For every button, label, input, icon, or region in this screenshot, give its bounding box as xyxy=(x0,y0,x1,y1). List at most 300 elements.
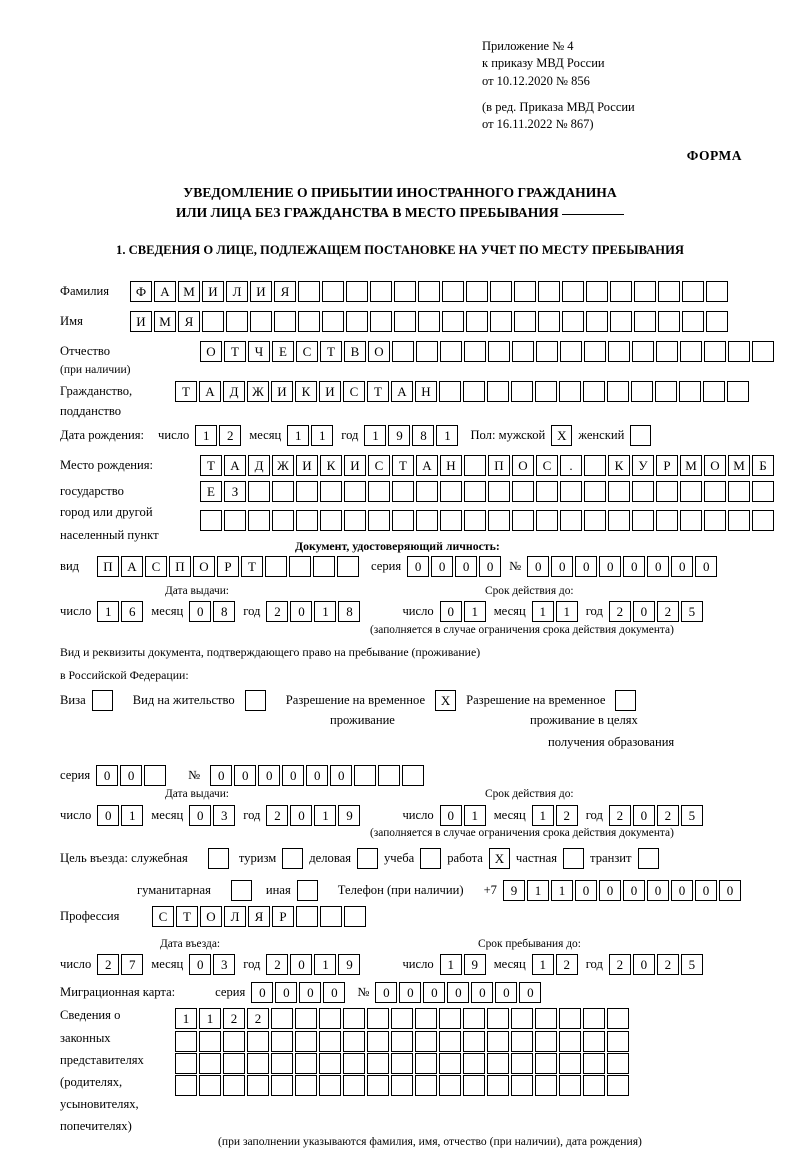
cell[interactable] xyxy=(367,1031,389,1052)
cell[interactable] xyxy=(295,1008,317,1029)
cell[interactable]: О xyxy=(368,341,390,362)
birth-year-boxes[interactable] xyxy=(364,425,460,446)
permit-series-boxes[interactable] xyxy=(96,765,168,786)
cell[interactable] xyxy=(610,281,632,302)
checkbox-purpose-business[interactable] xyxy=(357,848,378,869)
cell[interactable] xyxy=(367,1008,389,1029)
cell[interactable] xyxy=(416,481,438,502)
cell[interactable]: 1 xyxy=(364,425,386,446)
cell[interactable]: 0 xyxy=(407,556,429,577)
cell[interactable] xyxy=(680,341,702,362)
cell[interactable] xyxy=(680,510,702,531)
cell[interactable] xyxy=(488,341,510,362)
cell[interactable]: 0 xyxy=(623,880,645,901)
cell[interactable]: 0 xyxy=(575,880,597,901)
cell[interactable]: 2 xyxy=(609,805,631,826)
checkbox-purpose-humanitarian[interactable] xyxy=(231,880,252,901)
cell[interactable] xyxy=(367,1075,389,1096)
cell[interactable]: 1 xyxy=(314,954,336,975)
cell[interactable] xyxy=(583,1031,605,1052)
cell[interactable]: 0 xyxy=(633,954,655,975)
cell[interactable] xyxy=(535,1031,557,1052)
cell[interactable]: 8 xyxy=(213,601,235,622)
cell[interactable] xyxy=(466,281,488,302)
cell[interactable]: 2 xyxy=(657,601,679,622)
cell[interactable]: 0 xyxy=(671,880,693,901)
cell[interactable] xyxy=(248,510,270,531)
cell[interactable] xyxy=(682,311,704,332)
cell[interactable]: Ч xyxy=(248,341,270,362)
birth-month-boxes[interactable] xyxy=(287,425,335,446)
cell[interactable]: 1 xyxy=(527,880,549,901)
cell[interactable]: Т xyxy=(176,906,198,927)
entry-day-boxes[interactable] xyxy=(97,954,145,975)
cell[interactable] xyxy=(512,481,534,502)
cell[interactable]: И xyxy=(130,311,152,332)
checkbox-purpose-tourism[interactable] xyxy=(282,848,303,869)
cell[interactable]: И xyxy=(296,455,318,476)
cell[interactable]: Т xyxy=(175,381,197,402)
cell[interactable] xyxy=(175,1031,197,1052)
cell[interactable]: Е xyxy=(200,481,222,502)
cell[interactable]: 0 xyxy=(647,880,669,901)
cell[interactable] xyxy=(656,510,678,531)
cell[interactable] xyxy=(559,1053,581,1074)
cell[interactable] xyxy=(583,1053,605,1074)
cell[interactable]: 0 xyxy=(290,805,312,826)
cell[interactable] xyxy=(440,510,462,531)
cell[interactable]: 2 xyxy=(556,805,578,826)
cell[interactable] xyxy=(607,1031,629,1052)
cell[interactable] xyxy=(511,1075,533,1096)
cell[interactable]: 2 xyxy=(609,601,631,622)
cell[interactable] xyxy=(463,1008,485,1029)
cell[interactable] xyxy=(634,281,656,302)
cell[interactable]: 2 xyxy=(266,954,288,975)
cell[interactable] xyxy=(248,481,270,502)
cell[interactable]: 9 xyxy=(464,954,486,975)
cell[interactable] xyxy=(632,510,654,531)
permit-issue-day-boxes[interactable] xyxy=(97,805,145,826)
doc-issue-month-boxes[interactable] xyxy=(189,601,237,622)
cell[interactable] xyxy=(295,1031,317,1052)
cell[interactable]: М xyxy=(680,455,702,476)
cell[interactable] xyxy=(295,1053,317,1074)
cell[interactable]: 2 xyxy=(556,954,578,975)
cell[interactable]: 0 xyxy=(671,556,693,577)
birth-place-line3-boxes[interactable] xyxy=(200,510,776,531)
cell[interactable] xyxy=(223,1075,245,1096)
cell[interactable]: М xyxy=(154,311,176,332)
cell[interactable]: С xyxy=(296,341,318,362)
checkbox-purpose-other[interactable] xyxy=(297,880,318,901)
cell[interactable] xyxy=(727,381,749,402)
cell[interactable]: Я xyxy=(274,281,296,302)
cell[interactable] xyxy=(631,381,653,402)
cell[interactable] xyxy=(320,481,342,502)
cell[interactable] xyxy=(682,281,704,302)
cell[interactable]: О xyxy=(193,556,215,577)
cell[interactable] xyxy=(319,1031,341,1052)
permit-valid-day-boxes[interactable] xyxy=(440,805,488,826)
cell[interactable]: 2 xyxy=(223,1008,245,1029)
cell[interactable]: 9 xyxy=(503,880,525,901)
cell[interactable] xyxy=(418,281,440,302)
cell[interactable] xyxy=(703,381,725,402)
cell[interactable] xyxy=(391,1053,413,1074)
cell[interactable]: 1 xyxy=(314,805,336,826)
cell[interactable] xyxy=(439,1053,461,1074)
cell[interactable]: 0 xyxy=(120,765,142,786)
cell[interactable]: 0 xyxy=(282,765,304,786)
cell[interactable]: 0 xyxy=(575,556,597,577)
cell[interactable] xyxy=(680,481,702,502)
cell[interactable]: 0 xyxy=(189,805,211,826)
cell[interactable] xyxy=(728,481,750,502)
cell[interactable]: Л xyxy=(226,281,248,302)
cell[interactable] xyxy=(514,311,536,332)
cell[interactable]: А xyxy=(224,455,246,476)
cell[interactable] xyxy=(560,341,582,362)
cell[interactable]: А xyxy=(199,381,221,402)
cell[interactable] xyxy=(512,510,534,531)
cell[interactable] xyxy=(610,311,632,332)
birth-place-line1-boxes[interactable] xyxy=(200,455,776,476)
cell[interactable] xyxy=(247,1031,269,1052)
checkbox-edu-residence[interactable] xyxy=(615,690,636,711)
cell[interactable] xyxy=(583,381,605,402)
cell[interactable] xyxy=(559,1031,581,1052)
cell[interactable]: Т xyxy=(392,455,414,476)
cell[interactable] xyxy=(536,341,558,362)
cell[interactable] xyxy=(394,311,416,332)
cell[interactable] xyxy=(466,311,488,332)
cell[interactable] xyxy=(632,341,654,362)
cell[interactable] xyxy=(487,381,509,402)
cell[interactable]: 1 xyxy=(199,1008,221,1029)
cell[interactable]: 5 xyxy=(681,601,703,622)
cell[interactable] xyxy=(343,1031,365,1052)
cell[interactable] xyxy=(416,510,438,531)
cell[interactable] xyxy=(439,1031,461,1052)
cell[interactable]: Т xyxy=(200,455,222,476)
cell[interactable] xyxy=(272,510,294,531)
cell[interactable]: 1 xyxy=(175,1008,197,1029)
cell[interactable] xyxy=(199,1075,221,1096)
legal-line1-boxes[interactable] xyxy=(175,1008,631,1029)
cell[interactable] xyxy=(265,556,287,577)
cell[interactable] xyxy=(392,481,414,502)
checkbox-residence-permit[interactable] xyxy=(245,690,266,711)
cell[interactable] xyxy=(538,281,560,302)
cell[interactable]: Ж xyxy=(272,455,294,476)
cell[interactable] xyxy=(607,1008,629,1029)
checkbox-purpose-private[interactable] xyxy=(563,848,584,869)
mig-number-boxes[interactable] xyxy=(375,982,543,1003)
cell[interactable]: 2 xyxy=(657,954,679,975)
checkbox-purpose-work[interactable]: X xyxy=(489,848,510,869)
checkbox-sex-female[interactable] xyxy=(630,425,651,446)
cell[interactable]: 0 xyxy=(440,601,462,622)
cell[interactable]: 8 xyxy=(338,601,360,622)
cell[interactable] xyxy=(584,341,606,362)
cell[interactable] xyxy=(488,510,510,531)
entry-year-boxes[interactable] xyxy=(266,954,362,975)
cell[interactable] xyxy=(319,1053,341,1074)
cell[interactable] xyxy=(728,510,750,531)
cell[interactable]: П xyxy=(169,556,191,577)
cell[interactable]: 2 xyxy=(247,1008,269,1029)
cell[interactable] xyxy=(463,1075,485,1096)
cell[interactable] xyxy=(175,1053,197,1074)
cell[interactable]: 2 xyxy=(219,425,241,446)
checkbox-temp-residence[interactable]: X xyxy=(435,690,456,711)
cell[interactable] xyxy=(370,311,392,332)
doc-valid-year-boxes[interactable] xyxy=(609,601,705,622)
cell[interactable] xyxy=(560,481,582,502)
cell[interactable] xyxy=(322,311,344,332)
cell[interactable] xyxy=(728,341,750,362)
cell[interactable]: 1 xyxy=(314,601,336,622)
cell[interactable]: Л xyxy=(224,906,246,927)
cell[interactable]: 1 xyxy=(287,425,309,446)
cell[interactable]: С xyxy=(145,556,167,577)
cell[interactable] xyxy=(367,1053,389,1074)
cell[interactable]: 1 xyxy=(311,425,333,446)
cell[interactable]: 0 xyxy=(479,556,501,577)
cell[interactable] xyxy=(704,510,726,531)
cell[interactable]: 3 xyxy=(213,954,235,975)
cell[interactable] xyxy=(202,311,224,332)
cell[interactable]: Д xyxy=(248,455,270,476)
permit-issue-month-boxes[interactable] xyxy=(189,805,237,826)
cell[interactable] xyxy=(344,510,366,531)
cell[interactable]: Р xyxy=(217,556,239,577)
cell[interactable]: 0 xyxy=(440,805,462,826)
entry-month-boxes[interactable] xyxy=(189,954,237,975)
cell[interactable] xyxy=(607,1075,629,1096)
cell[interactable]: Д xyxy=(223,381,245,402)
cell[interactable]: 0 xyxy=(189,601,211,622)
cell[interactable] xyxy=(271,1031,293,1052)
checkbox-purpose-service[interactable] xyxy=(208,848,229,869)
cell[interactable] xyxy=(464,510,486,531)
cell[interactable]: 0 xyxy=(251,982,273,1003)
cell[interactable] xyxy=(378,765,400,786)
cell[interactable]: Ж xyxy=(247,381,269,402)
cell[interactable] xyxy=(368,481,390,502)
cell[interactable] xyxy=(144,765,166,786)
cell[interactable] xyxy=(295,1075,317,1096)
cell[interactable] xyxy=(250,311,272,332)
cell[interactable] xyxy=(487,1075,509,1096)
cell[interactable]: А xyxy=(154,281,176,302)
cell[interactable] xyxy=(199,1031,221,1052)
cell[interactable] xyxy=(463,381,485,402)
legal-line4-boxes[interactable] xyxy=(175,1075,631,1096)
cell[interactable]: 5 xyxy=(681,805,703,826)
cell[interactable]: М xyxy=(728,455,750,476)
cell[interactable] xyxy=(559,1008,581,1029)
cell[interactable]: 0 xyxy=(455,556,477,577)
cell[interactable]: Ф xyxy=(130,281,152,302)
cell[interactable] xyxy=(296,510,318,531)
cell[interactable]: 0 xyxy=(323,982,345,1003)
cell[interactable] xyxy=(224,510,246,531)
cell[interactable]: 9 xyxy=(338,805,360,826)
cell[interactable]: 1 xyxy=(532,954,554,975)
cell[interactable]: 0 xyxy=(210,765,232,786)
cell[interactable]: 1 xyxy=(464,601,486,622)
legal-line3-boxes[interactable] xyxy=(175,1053,631,1074)
doc-issue-year-boxes[interactable] xyxy=(266,601,362,622)
checkbox-sex-male[interactable]: X xyxy=(551,425,572,446)
cell[interactable]: Я xyxy=(248,906,270,927)
cell[interactable]: Т xyxy=(224,341,246,362)
cell[interactable]: Т xyxy=(367,381,389,402)
cell[interactable] xyxy=(440,341,462,362)
cell[interactable] xyxy=(511,1008,533,1029)
cell[interactable]: 0 xyxy=(258,765,280,786)
cell[interactable]: 0 xyxy=(719,880,741,901)
cell[interactable]: 0 xyxy=(97,805,119,826)
cell[interactable]: З xyxy=(224,481,246,502)
cell[interactable] xyxy=(442,281,464,302)
cell[interactable] xyxy=(391,1031,413,1052)
checkbox-purpose-study[interactable] xyxy=(420,848,441,869)
cell[interactable] xyxy=(346,281,368,302)
cell[interactable] xyxy=(415,1075,437,1096)
cell[interactable] xyxy=(402,765,424,786)
cell[interactable]: 0 xyxy=(599,556,621,577)
cell[interactable]: 0 xyxy=(599,880,621,901)
cell[interactable] xyxy=(394,281,416,302)
cell[interactable] xyxy=(226,311,248,332)
cell[interactable] xyxy=(391,1075,413,1096)
cell[interactable] xyxy=(752,510,774,531)
cell[interactable] xyxy=(490,281,512,302)
cell[interactable] xyxy=(440,481,462,502)
cell[interactable] xyxy=(608,481,630,502)
cell[interactable]: 0 xyxy=(399,982,421,1003)
cell[interactable] xyxy=(368,510,390,531)
cell[interactable] xyxy=(223,1053,245,1074)
cell[interactable]: 1 xyxy=(532,601,554,622)
cell[interactable]: 2 xyxy=(266,601,288,622)
cell[interactable]: 0 xyxy=(695,880,717,901)
doc-valid-day-boxes[interactable] xyxy=(440,601,488,622)
cell[interactable] xyxy=(416,341,438,362)
cell[interactable]: 0 xyxy=(447,982,469,1003)
cell[interactable] xyxy=(511,1031,533,1052)
cell[interactable]: С xyxy=(343,381,365,402)
cell[interactable] xyxy=(706,311,728,332)
cell[interactable]: 0 xyxy=(306,765,328,786)
stay-month-boxes[interactable] xyxy=(532,954,580,975)
cell[interactable]: К xyxy=(295,381,317,402)
phone-boxes[interactable] xyxy=(503,880,743,901)
cell[interactable] xyxy=(370,281,392,302)
cell[interactable]: 1 xyxy=(97,601,119,622)
stay-day-boxes[interactable] xyxy=(440,954,488,975)
cell[interactable]: 0 xyxy=(431,556,453,577)
legal-line2-boxes[interactable] xyxy=(175,1031,631,1052)
cell[interactable]: 0 xyxy=(633,601,655,622)
cell[interactable] xyxy=(439,1008,461,1029)
cell[interactable]: М xyxy=(178,281,200,302)
cell[interactable] xyxy=(271,1053,293,1074)
cell[interactable] xyxy=(322,281,344,302)
cell[interactable] xyxy=(706,281,728,302)
cell[interactable]: 1 xyxy=(440,954,462,975)
cell[interactable] xyxy=(608,510,630,531)
cell[interactable]: 1 xyxy=(556,601,578,622)
cell[interactable]: 2 xyxy=(609,954,631,975)
cell[interactable] xyxy=(658,281,680,302)
cell[interactable]: П xyxy=(488,455,510,476)
cell[interactable] xyxy=(607,381,629,402)
permit-issue-year-boxes[interactable] xyxy=(266,805,362,826)
mig-series-boxes[interactable] xyxy=(251,982,347,1003)
cell[interactable]: 1 xyxy=(551,880,573,901)
cell[interactable] xyxy=(535,381,557,402)
cell[interactable]: И xyxy=(319,381,341,402)
cell[interactable]: Т xyxy=(320,341,342,362)
cell[interactable] xyxy=(320,510,342,531)
cell[interactable] xyxy=(487,1053,509,1074)
name-boxes[interactable] xyxy=(130,311,730,332)
cell[interactable] xyxy=(679,381,701,402)
cell[interactable] xyxy=(354,765,376,786)
cell[interactable]: 0 xyxy=(330,765,352,786)
doc-series-boxes[interactable] xyxy=(407,556,503,577)
cell[interactable]: 2 xyxy=(97,954,119,975)
cell[interactable]: 1 xyxy=(195,425,217,446)
cell[interactable]: Б xyxy=(752,455,774,476)
cell[interactable]: Н xyxy=(415,381,437,402)
cell[interactable]: 6 xyxy=(121,601,143,622)
cell[interactable]: 0 xyxy=(623,556,645,577)
cell[interactable] xyxy=(392,341,414,362)
cell[interactable]: 2 xyxy=(657,805,679,826)
cell[interactable] xyxy=(656,481,678,502)
cell[interactable] xyxy=(535,1075,557,1096)
cell[interactable]: У xyxy=(632,455,654,476)
cell[interactable] xyxy=(274,311,296,332)
cell[interactable] xyxy=(559,381,581,402)
cell[interactable]: П xyxy=(97,556,119,577)
birth-day-boxes[interactable] xyxy=(195,425,243,446)
cell[interactable]: А xyxy=(391,381,413,402)
citizenship-boxes[interactable] xyxy=(175,381,751,402)
cell[interactable]: . xyxy=(560,455,582,476)
cell[interactable] xyxy=(343,1075,365,1096)
cell[interactable] xyxy=(583,1075,605,1096)
cell[interactable]: 7 xyxy=(121,954,143,975)
cell[interactable]: И xyxy=(202,281,224,302)
cell[interactable] xyxy=(752,341,774,362)
cell[interactable]: А xyxy=(121,556,143,577)
cell[interactable] xyxy=(289,556,311,577)
cell[interactable] xyxy=(298,311,320,332)
cell[interactable]: 9 xyxy=(338,954,360,975)
cell[interactable] xyxy=(538,311,560,332)
cell[interactable]: 0 xyxy=(290,954,312,975)
surname-boxes[interactable] xyxy=(130,281,730,302)
cell[interactable] xyxy=(415,1008,437,1029)
cell[interactable] xyxy=(608,341,630,362)
cell[interactable]: И xyxy=(344,455,366,476)
